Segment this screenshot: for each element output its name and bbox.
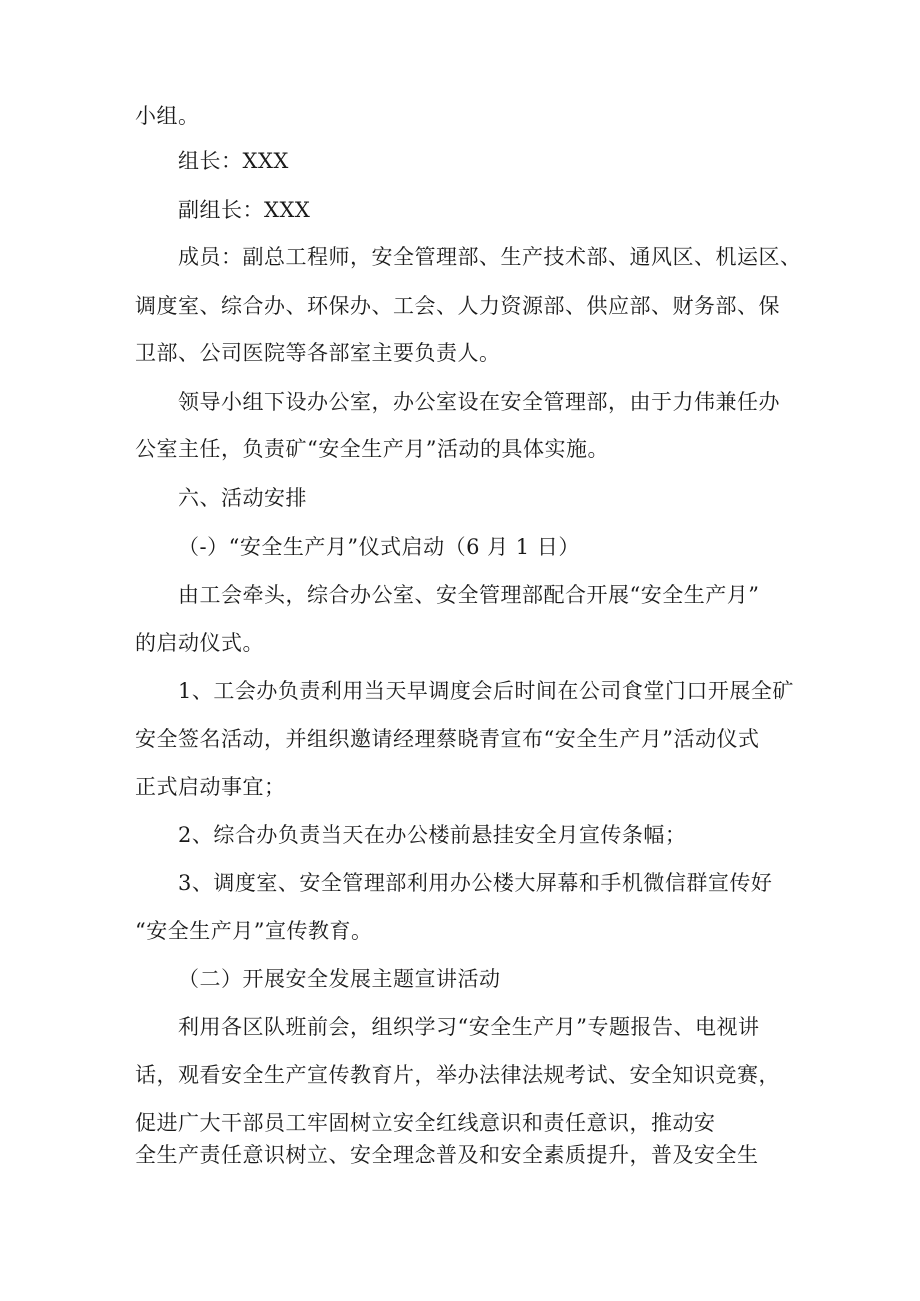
section-heading: 六、活动安排 xyxy=(178,486,307,510)
text-line: 小组。 xyxy=(135,104,200,128)
text-line: 公室主任，负责矿“安全生产月”活动的具体实施。 xyxy=(135,437,609,461)
text-line: 调度室、综合办、环保办、工会、人力资源部、供应部、财务部、保 xyxy=(135,294,780,318)
text-line: 1、工会办负责利用当天早调度会后时间在公司食堂门口开展全矿 xyxy=(178,679,794,703)
text-line: “安全生产月”宣传教育。 xyxy=(135,919,373,943)
text-line: 组长：XXX xyxy=(178,149,289,173)
text-line: 2、综合办负责当天在办公楼前悬挂安全月宣传条幅； xyxy=(178,823,687,847)
text-line: 正式启动事宜； xyxy=(135,775,286,799)
text-line: 副组长：XXX xyxy=(178,198,311,222)
text-line: 的启动仪式。 xyxy=(135,631,264,655)
text-line: 利用各区队班前会，组织学习“安全生产月”专题报告、电视讲 xyxy=(178,1015,760,1039)
text-line: 由工会牵头，综合办公室、安全管理部配合开展“安全生产月” xyxy=(178,583,760,607)
text-line: 全生产责任意识树立、安全理念普及和安全素质提升，普及安全生 xyxy=(135,1143,759,1167)
subsection-heading: （二）开展安全发展主题宣讲活动 xyxy=(178,967,501,991)
subsection-heading: （-）“安全生产月”仪式启动（6 月 1 日） xyxy=(178,535,580,559)
text-line: 成员：副总工程师，安全管理部、生产技术部、通风区、机运区、 xyxy=(178,245,802,269)
text-line: 领导小组下设办公室，办公室设在安全管理部，由于力伟兼任办 xyxy=(178,390,780,414)
text-line: 3、调度室、安全管理部利用办公楼大屏幕和手机微信群宣传好 xyxy=(178,871,773,895)
text-line: 促进广大干部员工牢固树立安全红线意识和责任意识，推动安 xyxy=(135,1111,716,1135)
text-line: 话，观看安全生产宣传教育片，举办法律法规考试、安全知识竞赛， xyxy=(135,1063,780,1087)
text-line: 安全签名活动，并组织邀请经理蔡晓青宣布“安全生产月”活动仪式 xyxy=(135,727,760,751)
text-line: 卫部、公司医院等各部室主要负责人。 xyxy=(135,341,501,365)
